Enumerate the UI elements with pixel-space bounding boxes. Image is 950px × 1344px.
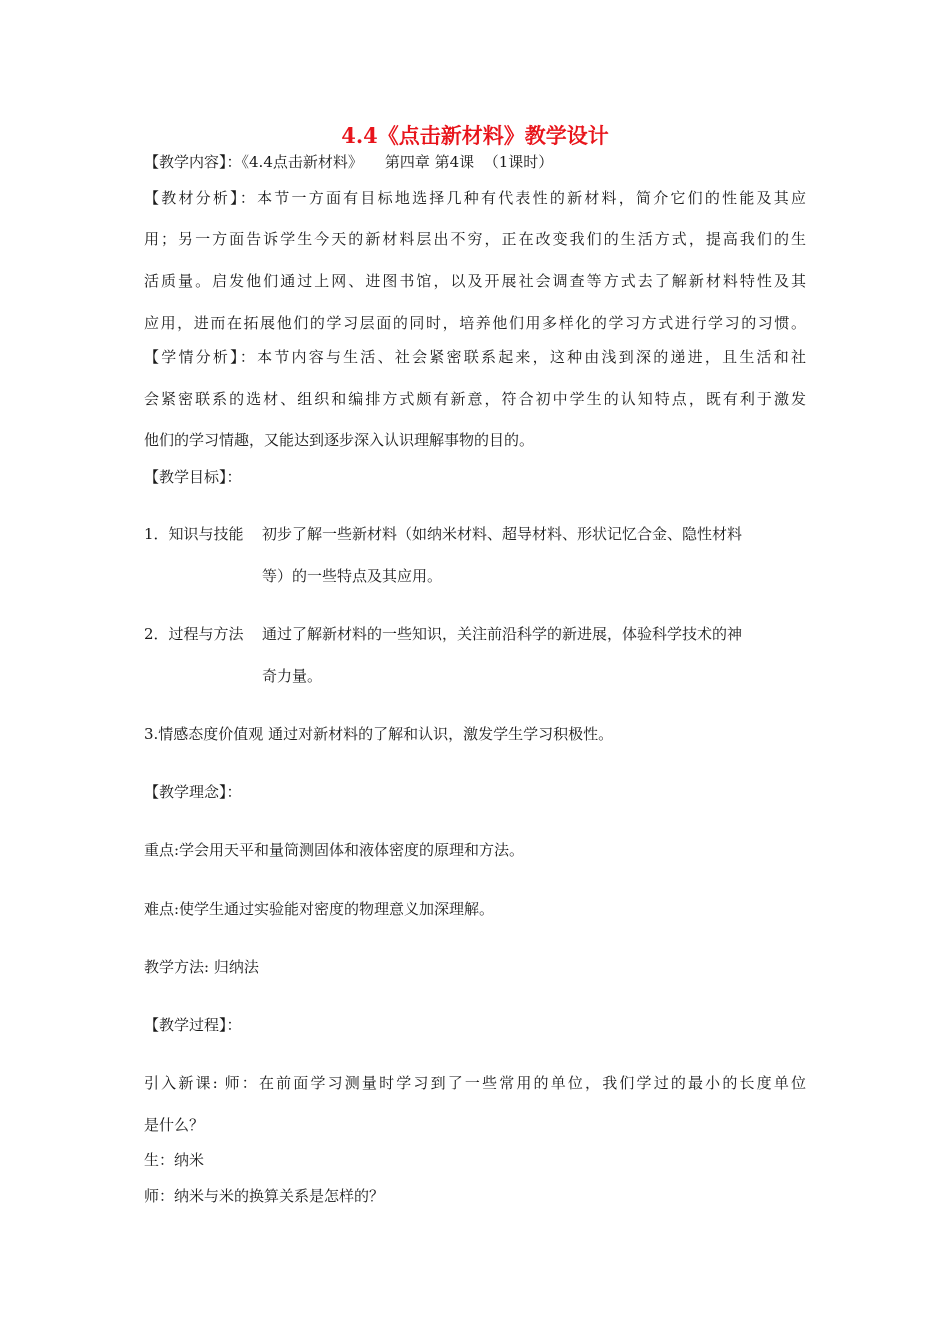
intro-line-1: 引入新课: 师：在前面学习测量时学习到了一些常用的单位，我们学过的最小的长度单位 xyxy=(144,1074,806,1092)
teaching-content-chapter: 第四章 第4课 xyxy=(384,153,475,171)
analysis-line-2: 用；另一方面告诉学生今天的新材料层出不穷，正在改变我们的生活方式，提高我们的生 xyxy=(144,230,806,248)
goal-2-line-2: 奇力量。 xyxy=(262,667,323,685)
concept-heading: 【教学理念】： xyxy=(144,783,242,801)
analysis-line-1: 【教材分析】：本节一方面有目标地选择几种有代表性的新材料，简介它们的性能及其应 xyxy=(144,189,806,207)
teaching-content-label: 【教学内容】： xyxy=(144,153,242,171)
learner-line-3: 他们的学习情趣，又能达到逐步深入认识理解事物的目的。 xyxy=(144,431,535,449)
goal-1-line-1: 初步了解一些新材料（如纳米材料、超导材料、形状记忆合金、隐性材料 xyxy=(262,525,743,543)
learner-line-2: 会紧密联系的选材、组织和编排方式颇有新意，符合初中学生的认知特点，既有利于激发 xyxy=(144,390,806,408)
analysis-line-3: 活质量。启发他们通过上网、进图书馆，以及开展社会调查等方式去了解新材料特性及其 xyxy=(144,272,806,290)
teaching-content-book: 《4.4点击新材料》 xyxy=(241,153,363,171)
goal-3: 3.情感态度价值观 通过对新材料的了解和认识，激发学生学习积极性。 xyxy=(144,725,614,743)
teaching-method: 教学方法: 归纳法 xyxy=(144,958,259,976)
learner-line-1: 【学情分析】：本节内容与生活、社会紧密联系起来，这种由浅到深的递进，且生活和社 xyxy=(144,348,806,366)
teaching-content-line xyxy=(144,152,553,172)
goal-2-line-1: 通过了解新材料的一些知识，关注前沿科学的新进展，体验科学技术的神 xyxy=(262,625,743,643)
teacher-question: 师：纳米与米的换算关系是怎样的？ xyxy=(144,1187,385,1205)
goal-1-label: 1．知识与技能 xyxy=(144,525,244,543)
teaching-content-hours: （1课时） xyxy=(483,153,554,171)
difficulty: 难点:使学生通过实验能对密度的物理意义加深理解。 xyxy=(144,900,495,918)
student-answer: 生：纳米 xyxy=(144,1151,205,1169)
intro-line-2: 是什么？ xyxy=(144,1116,205,1134)
goal-1-line-2: 等）的一些特点及其应用。 xyxy=(262,567,443,585)
goal-2-label: 2．过程与方法 xyxy=(144,625,244,643)
key-point: 重点:学会用天平和量筒测固体和液体密度的原理和方法。 xyxy=(144,841,525,859)
analysis-line-4: 应用，进而在拓展他们的学习层面的同时，培养他们用多样化的学习方式进行学习的习惯。 xyxy=(144,314,806,332)
process-heading: 【教学过程】： xyxy=(144,1016,242,1034)
document-title: 4.4《点击新材料》教学设计 xyxy=(341,123,609,148)
goals-heading: 【教学目标】： xyxy=(144,468,242,486)
